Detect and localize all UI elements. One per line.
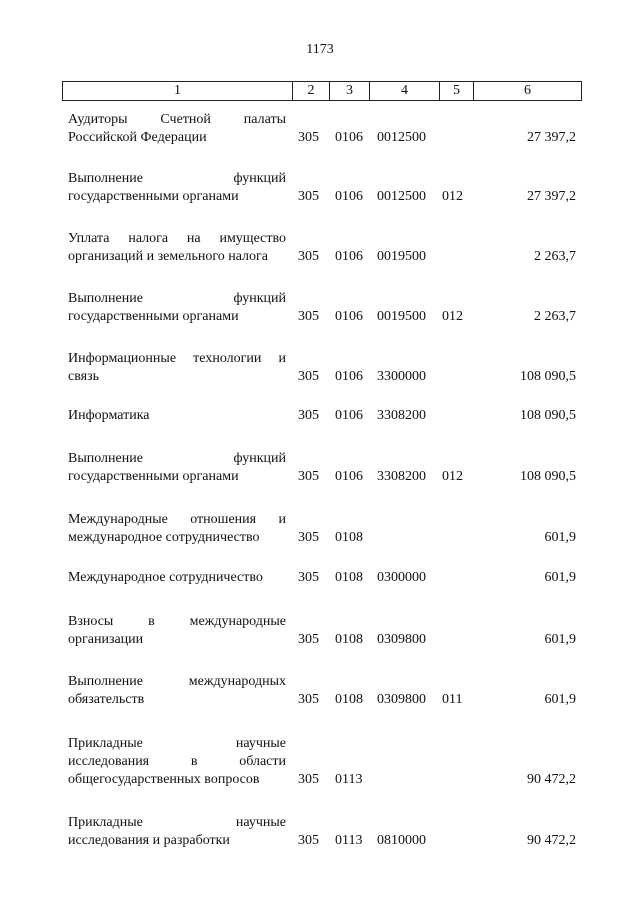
row-name: [68, 450, 286, 486]
col-6-value: 108 090,5: [520, 408, 576, 423]
header-col-3: 3: [330, 82, 370, 100]
col-3-value: 0106: [335, 130, 363, 145]
page-number: 1173: [306, 42, 334, 57]
col-6-value: 27 397,2: [527, 189, 576, 204]
col-4-value: 0300000: [377, 570, 426, 585]
row-name: [68, 735, 286, 789]
col-3-value: 0106: [335, 309, 363, 324]
col-4-value: 3308200: [377, 408, 426, 423]
row-name-line: государственными органами: [68, 309, 239, 324]
row-name-line: общегосударственных вопросов: [68, 772, 260, 787]
row-name: [68, 170, 286, 206]
row-name-line: организаций и земельного налога: [68, 249, 268, 264]
col-4-value: 3300000: [377, 369, 426, 384]
table-header: [62, 81, 582, 101]
row-name-line: международное сотрудничество: [68, 530, 260, 545]
col-6-value: 601,9: [544, 570, 576, 585]
row-name: [68, 230, 286, 266]
row-name-line: Информатика: [68, 408, 150, 423]
col-2-value: 305: [298, 772, 319, 787]
col-3-value: 0106: [335, 189, 363, 204]
row-name-line: Выполнение функций: [68, 291, 286, 306]
col-6-value: 601,9: [544, 692, 576, 707]
col-3-value: 0113: [335, 833, 363, 848]
header-col-4: 4: [370, 82, 440, 100]
col-2-value: 305: [298, 833, 319, 848]
col-6-value: 90 472,2: [527, 772, 576, 787]
col-6-value: 27 397,2: [527, 130, 576, 145]
row-name-line: Международные отношения и: [68, 512, 286, 527]
col-4-value: 0309800: [377, 692, 426, 707]
col-2-value: 305: [298, 249, 319, 264]
col-3-value: 0108: [335, 530, 363, 545]
col-5-value: 012: [442, 189, 463, 204]
col-5-value: 012: [442, 469, 463, 484]
col-6-value: 90 472,2: [527, 833, 576, 848]
row-name-line: Прикладные научные: [68, 736, 286, 751]
col-3-value: 0108: [335, 570, 363, 585]
row-name-line: Информационные технологии и: [68, 351, 286, 366]
col-3-value: 0106: [335, 469, 363, 484]
col-6-value: 2 263,7: [534, 249, 576, 264]
row-name: [68, 350, 286, 386]
col-6-value: 601,9: [544, 632, 576, 647]
col-6-value: 108 090,5: [520, 369, 576, 384]
col-5-value: 011: [442, 692, 463, 707]
row-name: [68, 613, 286, 649]
col-3-value: 0108: [335, 632, 363, 647]
row-name-line: Прикладные научные: [68, 815, 286, 830]
row-name-line: Взносы в международные: [68, 614, 286, 629]
col-2-value: 305: [298, 369, 319, 384]
row-name-line: обязательств: [68, 692, 145, 707]
col-3-value: 0106: [335, 249, 363, 264]
row-name: [68, 511, 286, 547]
col-2-value: 305: [298, 408, 319, 423]
col-2-value: 305: [298, 692, 319, 707]
row-name: [68, 673, 286, 709]
row-name-line: Выполнение функций: [68, 451, 286, 466]
col-2-value: 305: [298, 309, 319, 324]
row-name-line: исследования и разработки: [68, 833, 230, 848]
row-name-line: Выполнение функций: [68, 171, 286, 186]
header-col-2: 2: [293, 82, 330, 100]
row-name: [68, 111, 286, 147]
col-4-value: 0012500: [377, 130, 426, 145]
row-name: [68, 290, 286, 326]
row-name-line: исследования в области: [68, 754, 286, 769]
col-4-value: 0810000: [377, 833, 426, 848]
col-2-value: 305: [298, 632, 319, 647]
col-4-value: 0309800: [377, 632, 426, 647]
col-4-value: 0019500: [377, 309, 426, 324]
col-3-value: 0106: [335, 369, 363, 384]
row-name-line: связь: [68, 369, 99, 384]
row-name-line: государственными органами: [68, 189, 239, 204]
col-2-value: 305: [298, 469, 319, 484]
row-name: [68, 814, 286, 850]
col-6-value: 601,9: [544, 530, 576, 545]
header-col-6: 6: [524, 83, 531, 98]
row-name-line: государственными органами: [68, 469, 239, 484]
row-name: [68, 407, 286, 425]
row-name: [68, 569, 286, 587]
col-4-value: 0019500: [377, 249, 426, 264]
col-2-value: 305: [298, 530, 319, 545]
row-name-line: Уплата налога на имущество: [68, 231, 286, 246]
col-2-value: 305: [298, 570, 319, 585]
col-2-value: 305: [298, 189, 319, 204]
col-3-value: 0108: [335, 692, 363, 707]
col-4-value: 0012500: [377, 189, 426, 204]
header-col-5: 5: [440, 82, 474, 100]
col-6-value: 2 263,7: [534, 309, 576, 324]
col-5-value: 012: [442, 309, 463, 324]
col-3-value: 0113: [335, 772, 363, 787]
row-name-line: Выполнение международных: [68, 674, 286, 689]
col-6-value: 108 090,5: [520, 469, 576, 484]
row-name-line: Международное сотрудничество: [68, 570, 263, 585]
row-name-line: Аудиторы Счетной палаты: [68, 112, 286, 127]
row-name-line: Российской Федерации: [68, 130, 207, 145]
row-name-line: организации: [68, 632, 144, 647]
col-4-value: 3308200: [377, 469, 426, 484]
col-3-value: 0106: [335, 408, 363, 423]
header-col-1: 1: [63, 82, 293, 100]
col-2-value: 305: [298, 130, 319, 145]
